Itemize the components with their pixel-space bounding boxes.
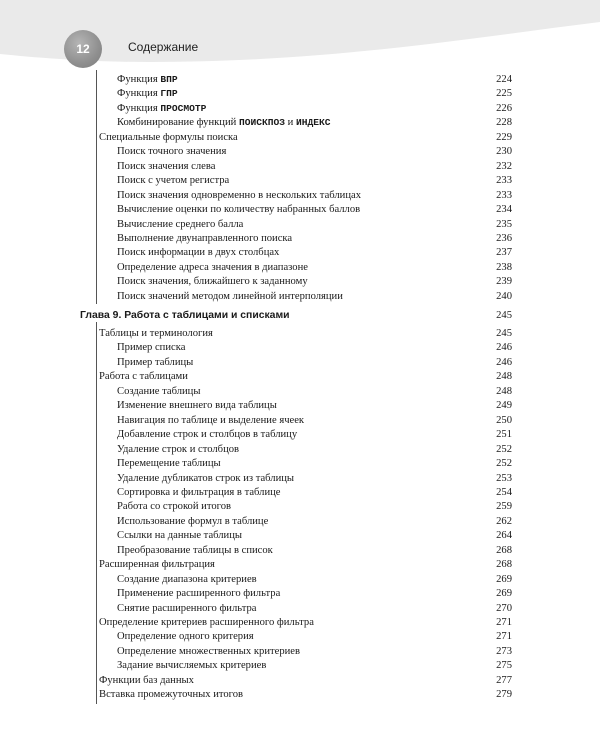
toc-entry[interactable] bbox=[0, 428, 600, 442]
toc-page-number: 268 bbox=[496, 544, 512, 556]
toc-text-part: Работа с таблицами bbox=[99, 371, 188, 383]
toc-text-part: Функция bbox=[117, 74, 161, 85]
toc-entry[interactable] bbox=[0, 370, 600, 384]
toc-entry-title bbox=[99, 688, 243, 702]
toc-text-part: Поиск значений методом линейной интерполяции bbox=[117, 290, 343, 302]
toc-text-part: Специальные формулы поиска bbox=[99, 131, 238, 143]
toc-page-number: 268 bbox=[496, 559, 512, 571]
toc-entry-title bbox=[117, 218, 243, 232]
toc-page-number: 246 bbox=[496, 356, 512, 368]
toc-entry-title bbox=[117, 385, 200, 399]
toc-page-number: 279 bbox=[496, 689, 512, 701]
toc-entry-title bbox=[117, 472, 294, 486]
toc-entry-title bbox=[99, 558, 215, 572]
toc-text-part: Определение множественных критериев bbox=[117, 645, 300, 657]
toc-entry-title bbox=[117, 290, 343, 304]
toc-entry-title: Глава 9. Работа с таблицами и списками bbox=[80, 310, 290, 321]
toc-page-number: 237 bbox=[496, 247, 512, 259]
toc-page-number: 232 bbox=[496, 160, 512, 172]
toc-function-name: ВПР bbox=[160, 74, 178, 85]
toc-page-number: 273 bbox=[496, 645, 512, 657]
toc-entry-title bbox=[117, 275, 308, 289]
toc-text-part: Ссылки на данные таблицы bbox=[117, 530, 243, 542]
toc-function-name: ПОИСКПОЗ bbox=[238, 117, 286, 129]
toc-entry-title bbox=[117, 457, 221, 471]
toc-text-part: Использование формул в таблице bbox=[117, 515, 269, 527]
toc-text-part: Расширенная фильтрация bbox=[99, 559, 215, 571]
toc-entry-title bbox=[117, 102, 206, 116]
toc-text-part: Функция bbox=[117, 102, 161, 114]
toc-text-part: Работа со строкой итогов bbox=[117, 501, 232, 513]
toc-entry[interactable] bbox=[0, 573, 600, 587]
toc-page-number: 236 bbox=[496, 232, 512, 244]
toc-page-number: 252 bbox=[496, 443, 512, 455]
toc-page-number: 251 bbox=[496, 429, 512, 441]
toc-text-part: и bbox=[285, 117, 296, 129]
toc-text-part: Вычисление среднего балла bbox=[117, 218, 244, 230]
toc-page-number: 271 bbox=[496, 617, 512, 628]
toc-text-part: Функция bbox=[117, 88, 161, 100]
toc-entry-title bbox=[117, 500, 231, 514]
toc-page-number: 264 bbox=[496, 530, 512, 542]
toc-entry[interactable] bbox=[0, 515, 600, 529]
toc-entry-title bbox=[117, 189, 361, 203]
toc-entry[interactable] bbox=[0, 529, 600, 543]
toc-page-number: 240 bbox=[496, 290, 512, 302]
toc-entry-title bbox=[117, 145, 226, 159]
toc-entry[interactable] bbox=[0, 500, 600, 514]
toc-function-name: ГПР bbox=[160, 88, 178, 100]
toc-entry-title bbox=[117, 160, 215, 174]
toc-entry[interactable] bbox=[0, 275, 600, 289]
toc-entry-title bbox=[117, 232, 292, 246]
toc-function-name: ПРОСМОТР bbox=[160, 102, 207, 114]
toc-entry[interactable] bbox=[0, 261, 600, 275]
toc-entry[interactable] bbox=[0, 688, 600, 702]
toc-entry[interactable] bbox=[0, 630, 600, 644]
toc-entry[interactable] bbox=[0, 587, 600, 601]
toc-page-number: 248 bbox=[496, 371, 512, 383]
toc-page-number: 229 bbox=[496, 131, 512, 143]
toc-entry-title bbox=[99, 131, 238, 145]
toc-entry[interactable] bbox=[0, 659, 600, 673]
toc-page-number: 228 bbox=[496, 117, 512, 129]
toc-text-part: Удаление дубликатов строк из таблицы bbox=[117, 472, 295, 484]
toc-entry[interactable] bbox=[0, 189, 600, 203]
toc-entry-title bbox=[117, 486, 281, 500]
toc-page-number: 233 bbox=[496, 175, 512, 187]
toc-text-part: Изменение внешнего вида таблицы bbox=[117, 400, 277, 412]
toc-page-number: 235 bbox=[496, 218, 512, 230]
toc-entry-title bbox=[99, 616, 314, 630]
toc-page-number: 246 bbox=[496, 342, 512, 354]
toc-text-part: Поиск значения слева bbox=[117, 160, 216, 172]
toc-entry[interactable] bbox=[0, 457, 600, 471]
toc-chapter-entry[interactable] bbox=[0, 309, 600, 323]
toc-page-number: 259 bbox=[496, 501, 512, 513]
toc-entry-title bbox=[117, 544, 273, 558]
toc-entry-title bbox=[117, 174, 229, 188]
toc-entry[interactable] bbox=[0, 327, 600, 341]
toc-entry[interactable] bbox=[0, 218, 600, 232]
toc-text-part: Вычисление оценки по количеству набранных баллов bbox=[117, 204, 361, 216]
toc-entry[interactable] bbox=[0, 414, 600, 428]
toc-entry-title bbox=[117, 414, 304, 428]
toc-page-number: 224 bbox=[496, 74, 512, 85]
toc-entry[interactable] bbox=[0, 356, 600, 370]
toc-page-number: 262 bbox=[496, 515, 512, 527]
toc-entry[interactable] bbox=[0, 232, 600, 246]
toc-entry[interactable] bbox=[0, 246, 600, 260]
toc-entry[interactable] bbox=[0, 399, 600, 413]
toc-entry-title bbox=[117, 587, 280, 601]
toc-entry[interactable] bbox=[0, 443, 600, 457]
toc-text-part: Создание диапазона критериев bbox=[117, 573, 257, 585]
toc-entry[interactable] bbox=[0, 472, 600, 486]
toc-entry[interactable] bbox=[0, 160, 600, 174]
running-title: Содержание bbox=[128, 40, 199, 54]
toc-text-part: Поиск значения одновременно в нескольких таблицах bbox=[117, 189, 362, 201]
toc-text-part: Снятие расширенного фильтра bbox=[117, 602, 257, 614]
toc-function-name: ИНДЕКС bbox=[295, 117, 331, 129]
toc-text-part: Определение одного критерия bbox=[117, 631, 254, 643]
toc-entry-title bbox=[117, 261, 308, 275]
toc-text-part: Поиск информации в двух столбцах bbox=[117, 247, 280, 259]
toc-entry-title bbox=[117, 602, 256, 616]
toc-entry-title bbox=[117, 645, 300, 659]
toc-page-number: 269 bbox=[496, 573, 512, 585]
toc-entry-title bbox=[117, 399, 277, 413]
toc-page-number: 226 bbox=[496, 102, 512, 114]
toc-entry-title bbox=[117, 428, 297, 442]
toc-entry-title bbox=[117, 203, 360, 217]
toc-page-number: 234 bbox=[496, 204, 512, 216]
toc-entry-title bbox=[117, 116, 331, 130]
toc-page-number: 254 bbox=[496, 486, 512, 498]
toc-entry[interactable] bbox=[0, 486, 600, 500]
toc-entry[interactable] bbox=[0, 544, 600, 558]
toc-entry-title bbox=[117, 246, 279, 260]
toc-page-number: 252 bbox=[496, 458, 512, 470]
toc-entry[interactable] bbox=[0, 102, 600, 116]
toc-entry[interactable] bbox=[0, 131, 600, 145]
toc-entry[interactable] bbox=[0, 385, 600, 399]
toc-text-part: Функции баз данных bbox=[99, 674, 194, 686]
toc-text-part: Создание таблицы bbox=[117, 385, 201, 397]
toc-entry[interactable] bbox=[0, 558, 600, 572]
toc-page-number: 225 bbox=[496, 88, 512, 100]
toc-page-number: 271 bbox=[496, 631, 512, 643]
toc-entry[interactable] bbox=[0, 645, 600, 659]
toc-text-part: Определение адреса значения в диапазоне bbox=[117, 261, 308, 273]
toc-page-number: 230 bbox=[496, 146, 512, 158]
toc-entry-title bbox=[117, 515, 268, 529]
toc-entry-title bbox=[117, 356, 193, 370]
toc-text-part: Сортировка и фильтрация в таблице bbox=[117, 486, 281, 498]
toc-entry[interactable] bbox=[0, 602, 600, 616]
toc-entry[interactable] bbox=[0, 87, 600, 101]
toc-page-number: 277 bbox=[496, 674, 512, 686]
toc-page-number: 253 bbox=[496, 472, 512, 484]
toc-text-part: Комбинирование функций bbox=[117, 117, 239, 129]
toc-page-number: 269 bbox=[496, 588, 512, 600]
toc-entry[interactable] bbox=[0, 116, 600, 130]
toc-page-number: 238 bbox=[496, 261, 512, 273]
toc-entry-title bbox=[117, 87, 178, 101]
toc-entry-title bbox=[117, 443, 239, 457]
toc-entry-title bbox=[99, 327, 213, 341]
toc-entry[interactable] bbox=[0, 203, 600, 217]
toc-text-part: Пример списка bbox=[117, 342, 186, 354]
toc-entry-title bbox=[117, 573, 257, 587]
toc-page-number: 245 bbox=[496, 328, 512, 339]
toc-page-number: 250 bbox=[496, 414, 512, 426]
toc-text-part: Навигация по таблице и выделение ячеек bbox=[117, 414, 305, 426]
toc-entry[interactable] bbox=[0, 145, 600, 159]
toc-text-part: Пример таблицы bbox=[117, 356, 194, 368]
toc-entry-title bbox=[117, 341, 185, 355]
toc-text-part: Добавление строк и столбцов в таблицу bbox=[117, 429, 298, 441]
toc-text-part: Определение критериев расширенного фильтра bbox=[99, 617, 314, 628]
toc-entry-title bbox=[99, 674, 194, 688]
toc-text-part: Преобразование таблицы в список bbox=[117, 544, 273, 556]
toc-entry-title bbox=[117, 630, 254, 644]
toc-text-part: Применение расширенного фильтра bbox=[117, 588, 281, 600]
toc-page-number: 233 bbox=[496, 189, 512, 201]
toc-page-number: 239 bbox=[496, 276, 512, 288]
toc-text-part: Поиск значения, ближайшего к заданному bbox=[117, 276, 308, 288]
toc-page-number: 249 bbox=[496, 400, 512, 412]
page-number-badge: 12 bbox=[64, 30, 102, 68]
toc-text-part: Задание вычисляемых критериев bbox=[117, 660, 267, 672]
toc-text-part: Выполнение двунаправленного поиска bbox=[117, 232, 293, 244]
toc-entry[interactable] bbox=[0, 73, 600, 87]
toc-entry-title bbox=[117, 659, 266, 673]
toc-text-part: Вставка промежуточных итогов bbox=[99, 689, 244, 701]
toc-entry-title bbox=[117, 529, 242, 543]
toc-text-part: Поиск с учетом регистра bbox=[117, 175, 230, 187]
toc-page-number: 275 bbox=[496, 660, 512, 672]
toc-entry[interactable] bbox=[0, 674, 600, 688]
toc-text-part: Поиск точного значения bbox=[117, 146, 227, 158]
toc-page-number: 270 bbox=[496, 602, 512, 614]
toc-text-part: Перемещение таблицы bbox=[117, 458, 221, 470]
toc-text-part: Таблицы и терминология bbox=[99, 328, 213, 339]
toc-entry[interactable] bbox=[0, 341, 600, 355]
toc-entry[interactable] bbox=[0, 174, 600, 188]
toc-text-part: Удаление строк и столбцов bbox=[117, 443, 240, 455]
toc-page-number: 248 bbox=[496, 385, 512, 397]
toc-page-number: 245 bbox=[496, 310, 512, 321]
toc-entry[interactable] bbox=[0, 290, 600, 304]
toc-entry-title bbox=[99, 370, 188, 384]
toc-entry-title bbox=[117, 73, 178, 87]
toc-entry[interactable] bbox=[0, 616, 600, 630]
